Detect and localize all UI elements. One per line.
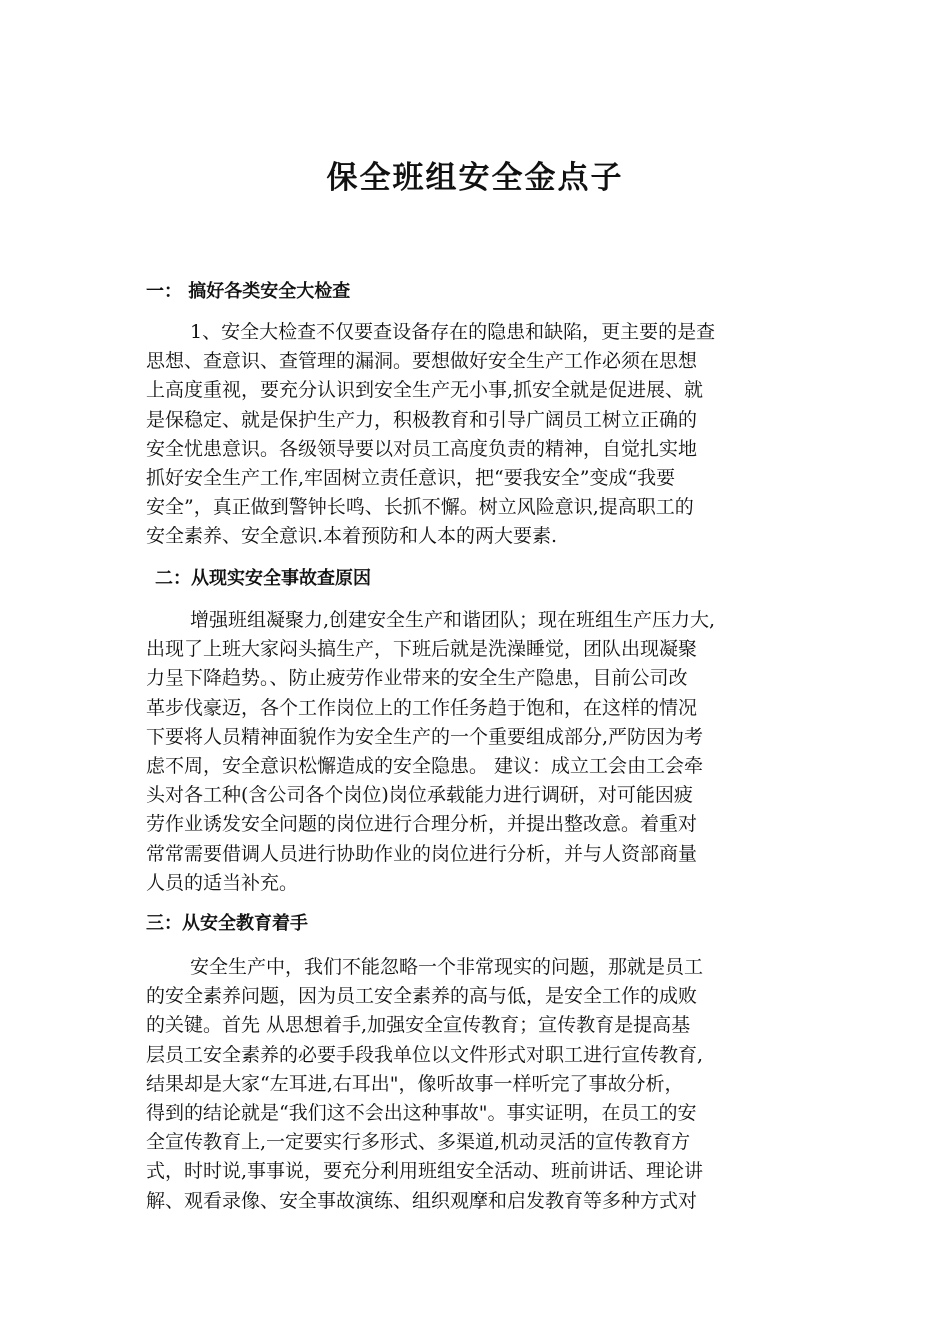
paragraph-line: 式，时时说,事事说，要充分利用班组安全活动、班前讲话、理论讲 bbox=[146, 1160, 704, 1183]
section-heading-3: 三：从安全教育着手 bbox=[146, 913, 308, 934]
paragraph-line: 是保稳定、就是保护生产力，积极教育和引导广阔员工树立正确的 bbox=[146, 408, 698, 431]
paragraph-line: 的安全素养问题，因为员工安全素养的高与低，是安全工作的成败 bbox=[146, 985, 698, 1008]
paragraph-line: 下要将人员精神面貌作为安全生产的一个重要组成部分,严防因为考 bbox=[146, 725, 704, 748]
section-body-3 bbox=[146, 953, 810, 1216]
paragraph-line: 上高度重视，要充分认识到安全生产无小事,抓安全就是促进展、就 bbox=[146, 379, 704, 402]
paragraph-line: 得到的结论就是“我们这不会出这种事故"。事实证明，在员工的安 bbox=[146, 1102, 697, 1125]
paragraph-line: 的关键。首先 从思想着手,加强安全宣传教育；宣传教育是提高基 bbox=[146, 1014, 691, 1037]
paragraph-line: 劳作业诱发安全问题的岗位进行合理分析，并提出整改意。着重对 bbox=[146, 813, 698, 836]
paragraph-line: 革步伐豪迈，各个工作岗位上的工作任务趋于饱和，在这样的情况 bbox=[146, 696, 698, 719]
paragraph-line: 出现了上班大家闷头搞生产，下班后就是洗澡睡觉，团队出现凝聚 bbox=[146, 638, 698, 661]
paragraph-line: 力呈下降趋势。、防止疲劳作业带来的安全生产隐患，目前公司改 bbox=[146, 667, 688, 690]
document-title: 保全班组安全金点子 bbox=[326, 160, 624, 196]
section-body-2 bbox=[146, 606, 810, 898]
paragraph-line: 安全忧患意识。各级领导要以对员工高度负责的精神，自觉扎实地 bbox=[146, 437, 698, 460]
paragraph-line: 思想、查意识、查管理的漏洞。要想做好安全生产工作必须在思想 bbox=[146, 350, 698, 373]
paragraph-line: 1、安全大检查不仅要查设备存在的隐患和缺陷，更主要的是查 bbox=[190, 321, 716, 343]
section-heading-2: 二：从现实安全事故查原因 bbox=[155, 568, 371, 589]
paragraph-line: 安全生产中，我们不能忽略一个非常现实的问题，那就是员工 bbox=[190, 956, 704, 978]
paragraph-line: 抓好安全生产工作,牢固树立责任意识，把“要我安全”变成“我要 bbox=[146, 467, 676, 490]
paragraph-line: 解、观看录像、安全事故演练、组织观摩和启发教育等多种方式对 bbox=[146, 1189, 698, 1212]
paragraph-line: 安全”，真正做到警钟长鸣、长抓不懈。树立风险意识,提高职工的 bbox=[146, 496, 694, 519]
paragraph-line: 全宣传教育上,一定要实行多形式、多渠道,机动灵活的宣传教育方 bbox=[146, 1131, 691, 1154]
section-heading-1: 一： 搞好各类安全大检查 bbox=[146, 281, 351, 302]
paragraph-line: 安全素养、安全意识.本着预防和人本的两大要素. bbox=[146, 525, 558, 548]
paragraph-line: 层员工安全素养的必要手段我单位以文件形式对职工进行宣传教育, bbox=[146, 1043, 704, 1066]
section-body-1 bbox=[146, 318, 810, 552]
paragraph-line: 增强班组凝聚力,创建安全生产和谐团队；现在班组生产压力大, bbox=[190, 609, 716, 631]
paragraph-line: 常常需要借调人员进行协助作业的岗位进行分析，并与人资部商量 bbox=[146, 842, 698, 865]
paragraph-line: 人员的适当补充。 bbox=[146, 871, 299, 894]
paragraph-line: 虑不周，安全意识松懈造成的安全隐患。 建议：成立工会由工会牵 bbox=[146, 755, 704, 778]
paragraph-line: 结果却是大家“左耳进,右耳出"，像听故事一样听完了事故分析， bbox=[146, 1072, 684, 1095]
paragraph-line: 头对各工种(含公司各个岗位)岗位承载能力进行调研，对可能因疲 bbox=[146, 784, 693, 807]
